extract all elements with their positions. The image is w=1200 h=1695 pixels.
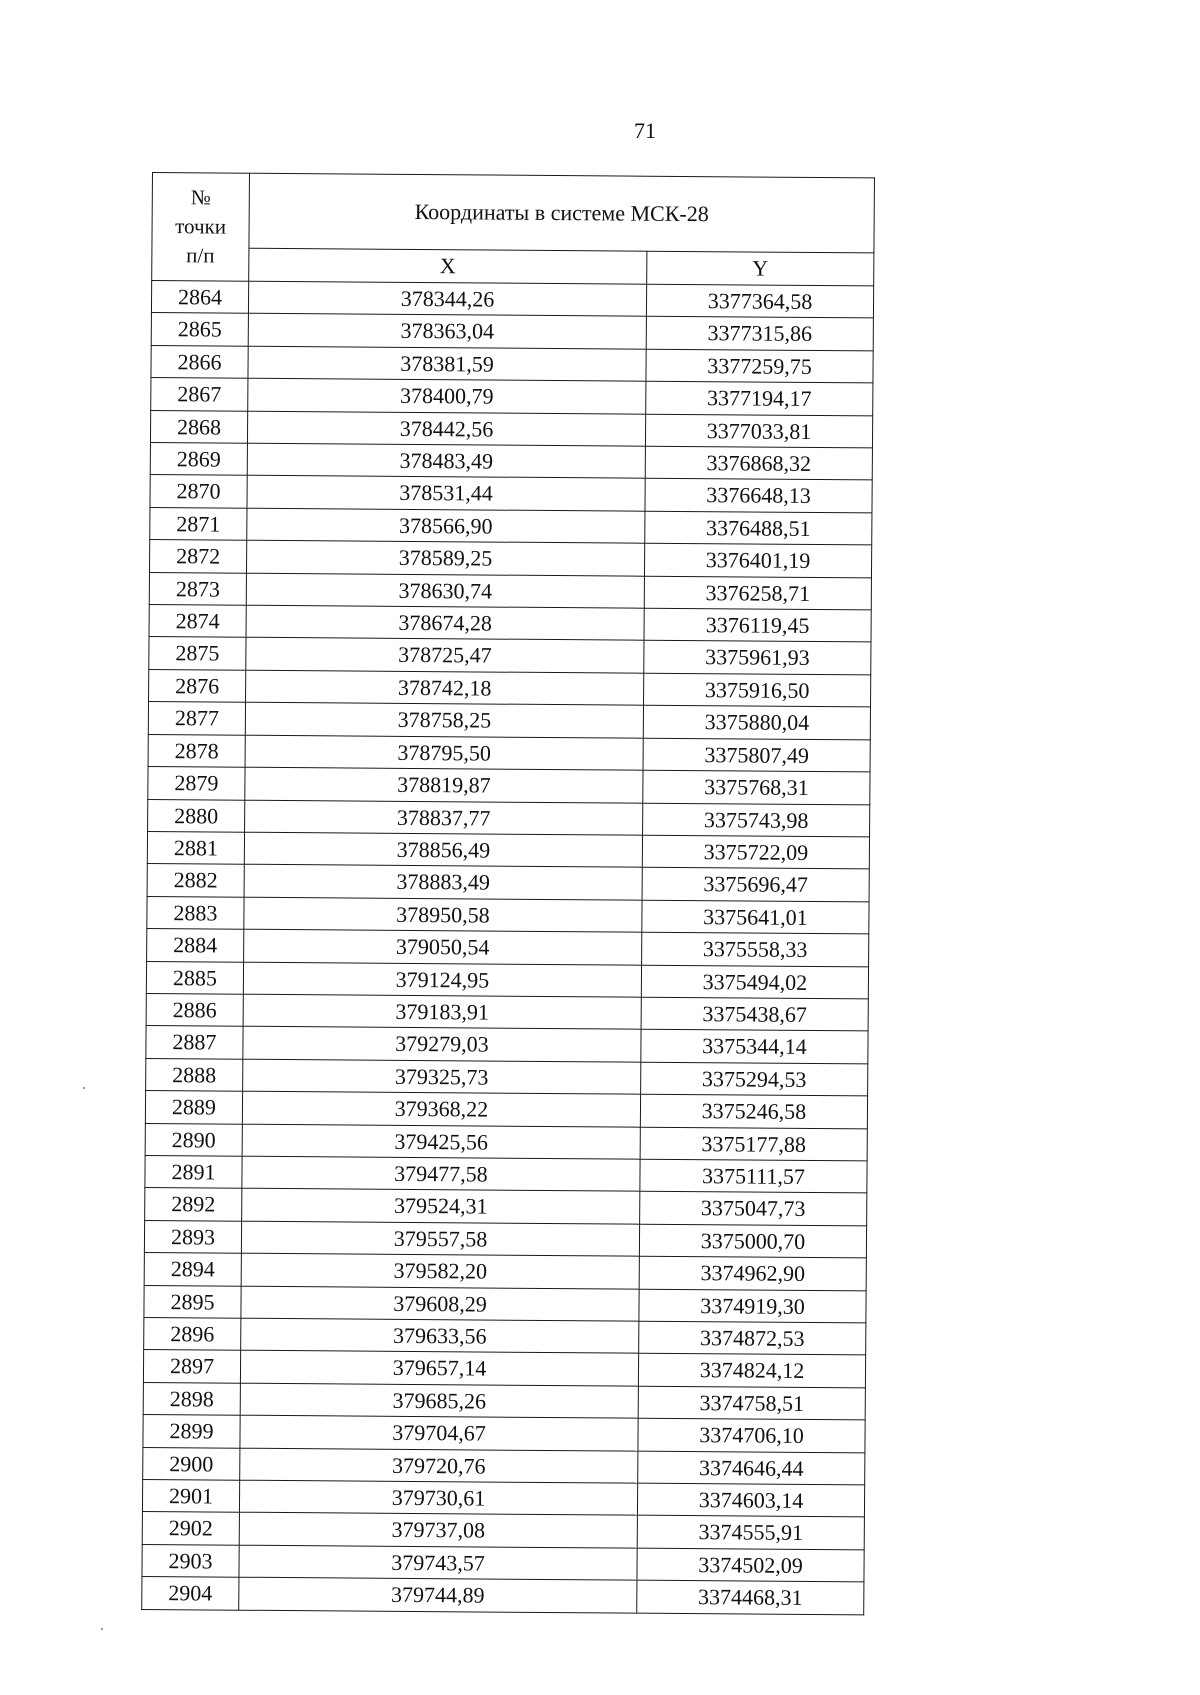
point-number-cell: 2894 xyxy=(144,1253,241,1286)
coordinates-title-header: Координаты в системе МСК-28 xyxy=(249,173,875,253)
x-coordinate-cell: 378363,04 xyxy=(248,314,646,349)
table-row xyxy=(151,345,873,383)
x-coordinate-cell: 378674,28 xyxy=(246,605,644,640)
point-number-cell: 2904 xyxy=(142,1577,239,1610)
y-coordinate-cell: 3375111,57 xyxy=(640,1159,867,1193)
table-row xyxy=(149,540,871,578)
point-number-cell: 2895 xyxy=(144,1285,241,1318)
point-number-cell: 2888 xyxy=(146,1058,243,1091)
point-number-cell: 2900 xyxy=(143,1447,240,1480)
y-coordinate-cell: 3374962,90 xyxy=(639,1256,866,1290)
x-coordinate-cell: 378630,74 xyxy=(246,573,644,608)
x-coordinate-cell: 378758,25 xyxy=(245,702,643,737)
y-coordinate-cell: 3376488,51 xyxy=(645,511,872,545)
table-body xyxy=(142,281,874,1615)
x-coordinate-cell: 379183,91 xyxy=(243,994,641,1029)
table-row xyxy=(151,281,873,319)
x-coordinate-cell: 378400,79 xyxy=(248,378,646,413)
point-number-cell: 2873 xyxy=(149,572,246,605)
table-row xyxy=(146,1026,868,1064)
point-number-cell: 2878 xyxy=(148,734,245,767)
table-row xyxy=(149,669,871,707)
point-number-cell: 2901 xyxy=(142,1479,239,1512)
x-coordinate-cell: 378531,44 xyxy=(247,476,645,511)
point-number-cell: 2869 xyxy=(150,443,247,476)
y-coordinate-cell: 3375880,04 xyxy=(643,705,870,739)
y-coordinate-cell: 3374468,31 xyxy=(637,1580,864,1614)
table-header xyxy=(152,173,875,286)
x-coordinate-cell: 379743,57 xyxy=(239,1545,637,1580)
table-row xyxy=(151,378,873,416)
x-coordinate-cell: 379744,89 xyxy=(239,1577,637,1612)
y-coordinate-cell: 3374603,14 xyxy=(637,1483,864,1517)
point-number-cell: 2902 xyxy=(142,1512,239,1545)
x-coordinate-cell: 378742,18 xyxy=(246,670,644,705)
y-coordinate-cell: 3374502,09 xyxy=(637,1548,864,1582)
y-column-header: Y xyxy=(647,251,874,286)
table-row xyxy=(143,1415,865,1453)
table-row xyxy=(143,1382,865,1420)
x-coordinate-cell: 379737,08 xyxy=(239,1513,637,1548)
x-coordinate-cell: 379425,56 xyxy=(242,1124,640,1159)
y-coordinate-cell: 3377315,86 xyxy=(646,317,873,351)
y-coordinate-cell: 3375768,31 xyxy=(643,770,870,804)
y-coordinate-cell: 3376119,45 xyxy=(644,608,871,642)
point-number-cell: 2884 xyxy=(147,929,244,962)
table-row xyxy=(145,1091,867,1129)
point-number-cell: 2871 xyxy=(150,507,247,540)
point-number-cell: 2866 xyxy=(151,345,248,378)
x-coordinate-cell: 379557,58 xyxy=(241,1221,639,1256)
x-coordinate-cell: 378483,49 xyxy=(247,443,645,478)
page-number: 71 xyxy=(634,118,656,143)
x-coordinate-cell: 379730,61 xyxy=(239,1480,637,1515)
y-coordinate-cell: 3375344,14 xyxy=(641,1030,868,1064)
y-coordinate-cell: 3375807,49 xyxy=(643,738,870,772)
scan-speck xyxy=(83,1087,85,1089)
x-coordinate-cell: 379124,95 xyxy=(243,962,641,997)
point-number-header-line-1: № xyxy=(190,185,211,210)
point-number-cell: 2877 xyxy=(148,702,245,735)
y-coordinate-cell: 3377259,75 xyxy=(646,349,873,383)
x-coordinate-cell: 379685,26 xyxy=(240,1383,638,1418)
x-coordinate-cell: 379608,29 xyxy=(241,1286,639,1321)
y-coordinate-cell: 3374872,53 xyxy=(639,1321,866,1355)
y-coordinate-cell: 3374824,12 xyxy=(638,1354,865,1388)
table-row xyxy=(142,1544,864,1582)
table-row xyxy=(147,896,869,934)
table-row xyxy=(142,1577,864,1615)
point-number-header-line-2: точки xyxy=(175,214,227,239)
point-number-cell: 2872 xyxy=(149,540,246,573)
table-row xyxy=(151,313,873,351)
point-number-cell: 2882 xyxy=(147,864,244,897)
x-coordinate-cell: 379524,31 xyxy=(242,1189,640,1224)
y-coordinate-cell: 3376648,13 xyxy=(645,479,872,513)
point-number-cell: 2881 xyxy=(147,831,244,864)
table-row xyxy=(143,1447,865,1485)
point-number-cell: 2883 xyxy=(147,896,244,929)
point-number-cell: 2896 xyxy=(144,1317,241,1350)
y-coordinate-cell: 3375961,93 xyxy=(644,641,871,675)
table-row xyxy=(147,831,869,869)
point-number-cell: 2898 xyxy=(143,1382,240,1415)
table-row xyxy=(147,864,869,902)
point-number-cell: 2887 xyxy=(146,1026,243,1059)
x-column-header: X xyxy=(249,248,647,284)
y-coordinate-cell: 3375641,01 xyxy=(642,900,869,934)
x-coordinate-cell: 378442,56 xyxy=(247,411,645,446)
point-number-cell: 2870 xyxy=(150,475,247,508)
y-coordinate-cell: 3375438,67 xyxy=(641,997,868,1031)
table-row xyxy=(150,507,872,545)
x-coordinate-cell: 379657,14 xyxy=(240,1351,638,1386)
table-row xyxy=(146,993,868,1031)
table-row xyxy=(148,767,870,805)
y-coordinate-cell: 3375246,58 xyxy=(640,1094,867,1128)
y-coordinate-cell: 3376401,19 xyxy=(644,543,871,577)
table-row xyxy=(149,605,871,643)
table-row xyxy=(145,1123,867,1161)
point-number-cell: 2875 xyxy=(149,637,246,670)
y-coordinate-cell: 3374919,30 xyxy=(639,1289,866,1323)
point-number-cell: 2886 xyxy=(146,993,243,1026)
x-coordinate-cell: 378344,26 xyxy=(248,281,646,316)
x-coordinate-cell: 379633,56 xyxy=(241,1318,639,1353)
scan-speck xyxy=(101,1628,103,1630)
point-number-cell: 2899 xyxy=(143,1415,240,1448)
point-number-cell: 2903 xyxy=(142,1544,239,1577)
point-number-cell: 2890 xyxy=(145,1123,242,1156)
point-number-cell: 2897 xyxy=(143,1350,240,1383)
y-coordinate-cell: 3375558,33 xyxy=(642,932,869,966)
point-number-cell: 2874 xyxy=(149,605,246,638)
table-row xyxy=(148,702,870,740)
table-row xyxy=(147,929,869,967)
y-coordinate-cell: 3375696,47 xyxy=(642,868,869,902)
point-number-cell: 2864 xyxy=(151,281,248,314)
x-coordinate-cell: 379720,76 xyxy=(240,1448,638,1483)
point-number-header-line-3: п/п xyxy=(186,243,215,268)
x-coordinate-cell: 378856,49 xyxy=(244,832,642,867)
x-coordinate-cell: 379477,58 xyxy=(242,1156,640,1191)
x-coordinate-cell: 379325,73 xyxy=(243,1059,641,1094)
y-coordinate-cell: 3377194,17 xyxy=(646,381,873,415)
point-number-cell: 2893 xyxy=(144,1220,241,1253)
table-row xyxy=(146,961,868,999)
y-coordinate-cell: 3375294,53 xyxy=(641,1062,868,1096)
point-number-cell: 2885 xyxy=(146,961,243,994)
table-row xyxy=(148,799,870,837)
table-row xyxy=(142,1512,864,1550)
x-coordinate-cell: 378589,25 xyxy=(246,540,644,575)
x-coordinate-cell: 379050,54 xyxy=(244,929,642,964)
y-coordinate-cell: 3376258,71 xyxy=(644,576,871,610)
table-row xyxy=(144,1317,866,1355)
table-row xyxy=(149,572,871,610)
y-coordinate-cell: 3374646,44 xyxy=(638,1451,865,1485)
table-row xyxy=(150,475,872,513)
table-row xyxy=(149,637,871,675)
y-coordinate-cell: 3375743,98 xyxy=(643,803,870,837)
x-coordinate-cell: 379368,22 xyxy=(242,1091,640,1126)
y-coordinate-cell: 3375177,88 xyxy=(640,1127,867,1161)
x-coordinate-cell: 378381,59 xyxy=(248,346,646,381)
x-coordinate-cell: 378725,47 xyxy=(246,638,644,673)
x-coordinate-cell: 378819,87 xyxy=(245,767,643,802)
y-coordinate-cell: 3376868,32 xyxy=(645,446,872,480)
y-coordinate-cell: 3377033,81 xyxy=(645,414,872,448)
table-row xyxy=(146,1058,868,1096)
point-number-cell: 2891 xyxy=(145,1155,242,1188)
point-number-cell: 2867 xyxy=(151,378,248,411)
table-row xyxy=(145,1155,867,1193)
x-coordinate-cell: 379582,20 xyxy=(241,1253,639,1288)
x-coordinate-cell: 379279,03 xyxy=(243,1027,641,1062)
table-row xyxy=(150,443,872,481)
point-number-cell: 2876 xyxy=(149,669,246,702)
point-number-cell: 2889 xyxy=(145,1091,242,1124)
table-row xyxy=(142,1479,864,1517)
y-coordinate-cell: 3375916,50 xyxy=(644,673,871,707)
y-coordinate-cell: 3374758,51 xyxy=(638,1386,865,1420)
x-coordinate-cell: 378950,58 xyxy=(244,897,642,932)
table-row xyxy=(144,1220,866,1258)
y-coordinate-cell: 3375000,70 xyxy=(639,1224,866,1258)
point-number-cell: 2880 xyxy=(148,799,245,832)
point-number-cell: 2865 xyxy=(151,313,248,346)
point-number-cell: 2892 xyxy=(145,1188,242,1221)
table-row xyxy=(144,1285,866,1323)
coordinates-table xyxy=(141,172,875,1615)
x-coordinate-cell: 378566,90 xyxy=(247,508,645,543)
point-number-cell: 2879 xyxy=(148,767,245,800)
table-row xyxy=(145,1188,867,1226)
y-coordinate-cell: 3374706,10 xyxy=(638,1418,865,1452)
point-number-cell: 2868 xyxy=(150,410,247,443)
x-coordinate-cell: 378795,50 xyxy=(245,735,643,770)
x-coordinate-cell: 379704,67 xyxy=(240,1415,638,1450)
table-row xyxy=(148,734,870,772)
x-coordinate-cell: 378837,77 xyxy=(245,800,643,835)
table-row xyxy=(144,1253,866,1291)
point-number-header xyxy=(152,173,250,282)
y-coordinate-cell: 3377364,58 xyxy=(646,284,873,318)
y-coordinate-cell: 3375494,02 xyxy=(641,965,868,999)
y-coordinate-cell: 3375047,73 xyxy=(640,1192,867,1226)
y-coordinate-cell: 3374555,91 xyxy=(637,1516,864,1550)
x-coordinate-cell: 378883,49 xyxy=(244,865,642,900)
table-row xyxy=(150,410,872,448)
y-coordinate-cell: 3375722,09 xyxy=(642,835,869,869)
table-row xyxy=(143,1350,865,1388)
